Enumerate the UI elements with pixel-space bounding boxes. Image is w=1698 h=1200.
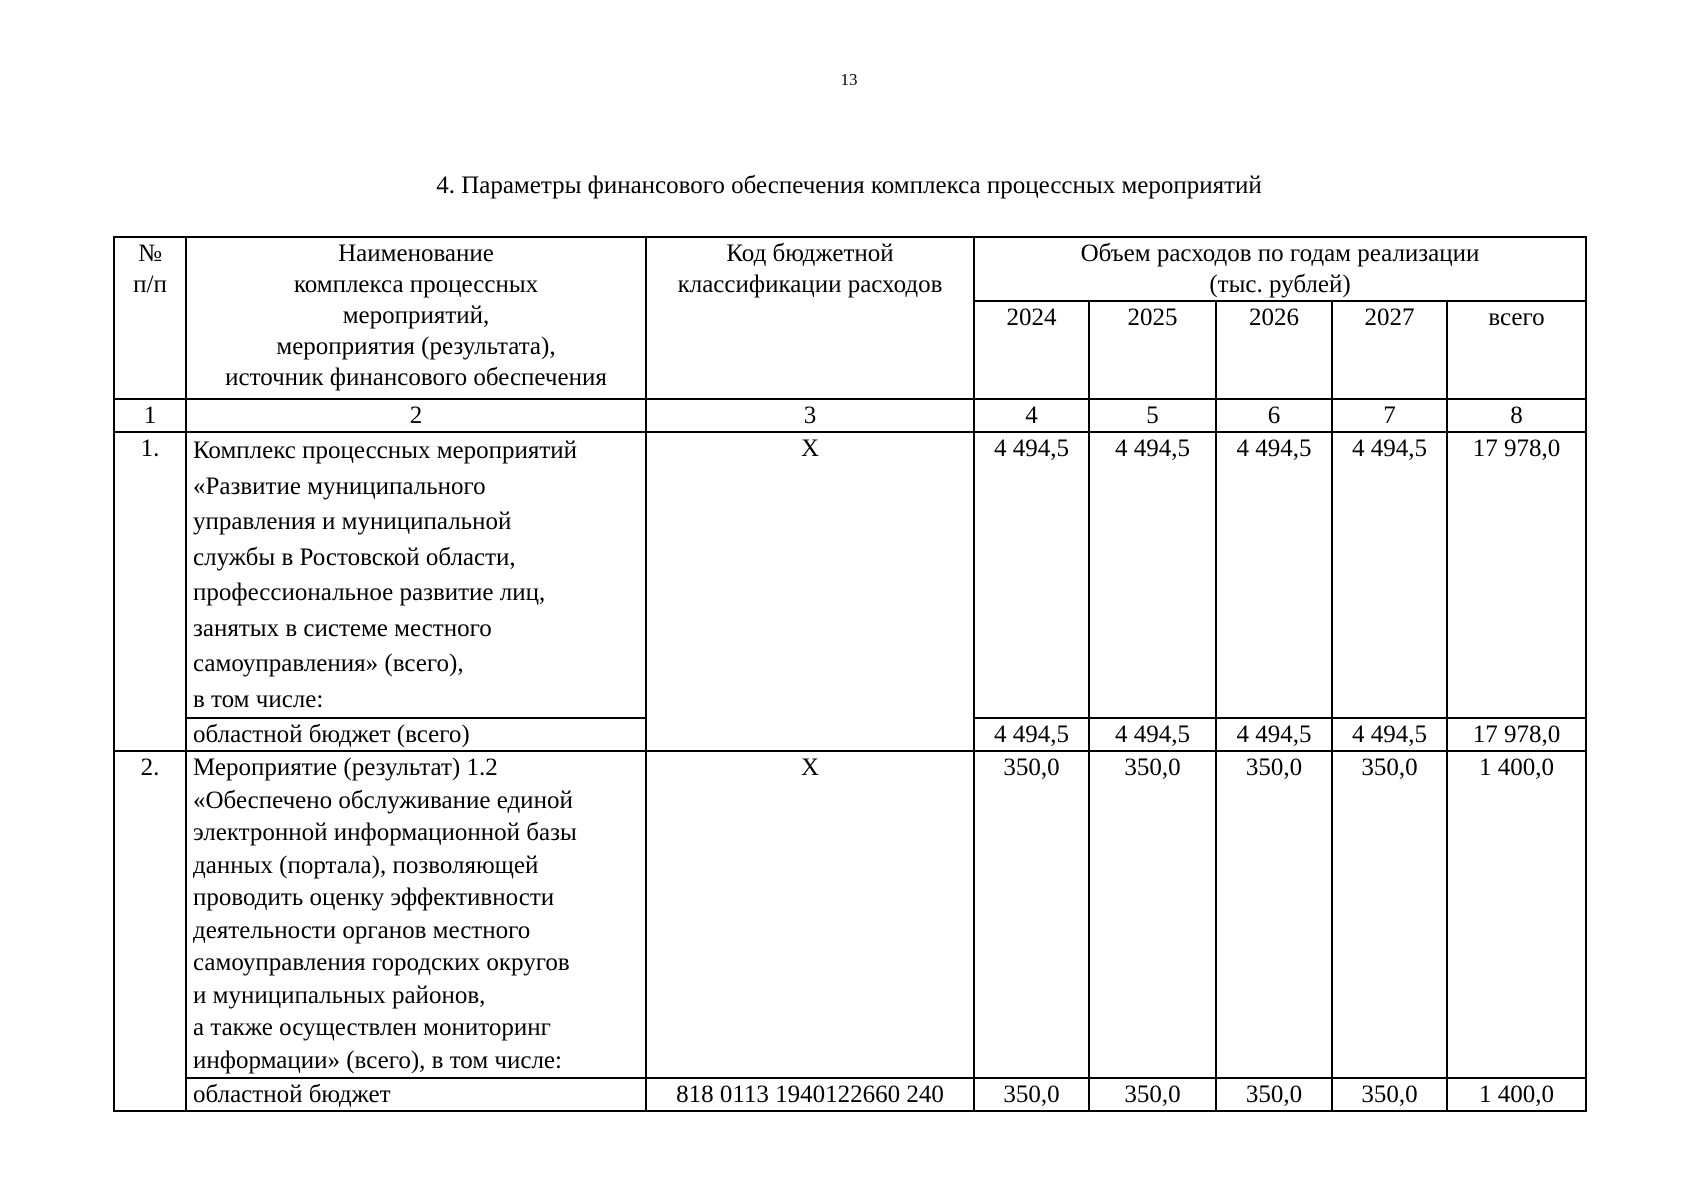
table-subrow	[114, 1078, 1586, 1111]
subrow-value-total: 1 400,0	[1447, 1078, 1586, 1111]
subrow-value-2026: 4 494,5	[1216, 718, 1332, 751]
subrow-value-2027: 4 494,5	[1332, 718, 1447, 751]
financing-table	[113, 236, 1587, 1112]
row-value-2024: 350,0	[974, 751, 1089, 1078]
col-number: 4	[974, 399, 1089, 432]
subrow-value-2025: 4 494,5	[1089, 718, 1216, 751]
row-code: X	[646, 432, 974, 751]
page-number: 13	[840, 70, 858, 89]
header-year-2024: 2024	[974, 301, 1089, 399]
subrow-value-total: 17 978,0	[1447, 718, 1586, 751]
subrow-name: областной бюджет	[186, 1078, 646, 1111]
header-total: всего	[1447, 301, 1586, 399]
row-code: X	[646, 751, 974, 1078]
row-value-2026: 350,0	[1216, 751, 1332, 1078]
subrow-value-2024: 350,0	[974, 1078, 1089, 1111]
header-num: № п/п	[114, 237, 186, 399]
row-number: 1.	[114, 432, 186, 751]
header-row	[114, 237, 1586, 301]
row-value-2025: 350,0	[1089, 751, 1216, 1078]
row-value-2025: 4 494,5	[1089, 432, 1216, 718]
col-number: 3	[646, 399, 974, 432]
header-year-2026: 2026	[1216, 301, 1332, 399]
col-number: 5	[1089, 399, 1216, 432]
header-year-2025: 2025	[1089, 301, 1216, 399]
row-value-total: 17 978,0	[1447, 432, 1586, 718]
row-value-total: 1 400,0	[1447, 751, 1586, 1078]
row-value-2024: 4 494,5	[974, 432, 1089, 718]
header-volume: Объем расходов по годам реализации (тыс. рублей)	[974, 237, 1586, 301]
header-name: Наименование комплекса процессных мероприятий, мероприятия (результата), источник финансового обеспечения	[186, 237, 646, 399]
subrow-value-2026: 350,0	[1216, 1078, 1332, 1111]
row-name: Комплекс процессных мероприятий «Развитие муниципального управления и муниципальной службы в Ростовской области, профессиональное развитие лиц, занятых в системе местного самоуправления» (всего), в том числе:	[186, 432, 646, 718]
header-year-2027: 2027	[1332, 301, 1447, 399]
row-value-2027: 350,0	[1332, 751, 1447, 1078]
section-title: 4. Параметры финансового обеспечения комплекса процессных мероприятий	[436, 172, 1262, 199]
row-value-2027: 4 494,5	[1332, 432, 1447, 718]
header-code: Код бюджетной классификации расходов	[646, 237, 974, 399]
row-number: 2.	[114, 751, 186, 1111]
col-number: 8	[1447, 399, 1586, 432]
subrow-name: областной бюджет (всего)	[186, 718, 646, 751]
row-name: Мероприятие (результат) 1.2 «Обеспечено обслуживание единой электронной информационной базы данных (портала), позволяющей проводить оценку эффективности деятельности органов местного самоуправления городских округов и муниципальных районов, а также осуществлен мониторинг информации» (всего), в том числе:	[186, 751, 646, 1078]
col-number: 2	[186, 399, 646, 432]
subrow-value-2024: 4 494,5	[974, 718, 1089, 751]
row-value-2026: 4 494,5	[1216, 432, 1332, 718]
subrow-code: 818 0113 1940122660 240	[646, 1078, 974, 1111]
table-row	[114, 432, 1586, 718]
column-numbers-row	[114, 399, 1586, 432]
col-number: 6	[1216, 399, 1332, 432]
subrow-value-2025: 350,0	[1089, 1078, 1216, 1111]
subrow-value-2027: 350,0	[1332, 1078, 1447, 1111]
table-row	[114, 751, 1586, 1078]
col-number: 1	[114, 399, 186, 432]
col-number: 7	[1332, 399, 1447, 432]
